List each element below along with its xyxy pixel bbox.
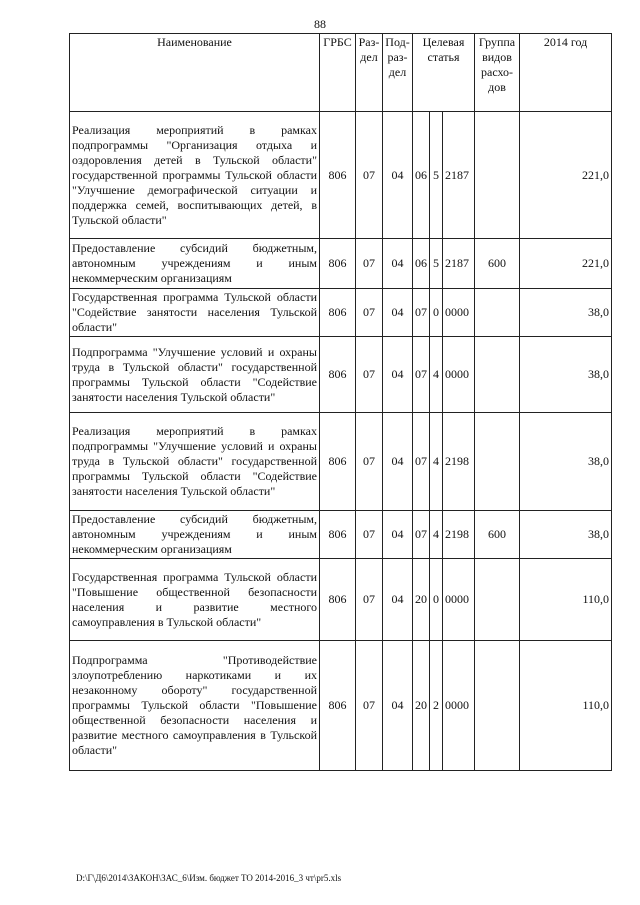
page-number: 88 (314, 17, 326, 31)
table-row (70, 413, 612, 511)
row-expense-group (475, 112, 520, 239)
row-name: Реализация мероприятий в рамках подпрограммы "Организация отдыха и оздоровления детей в Тульской области" государственной программы Тульской области "Улучшение демографической ситуации и поддержка семей, воспитывающих детей, в Тульской области" (70, 112, 320, 239)
footer-file-path: D:\Г\Д6\2014\ЗАКОН\ЗАС_6\Изм. бюджет ТО 2014-2016_3 чт\pr5.xls (76, 873, 342, 883)
row-target-direction: 0000 (443, 289, 475, 337)
row-section: 07 (356, 112, 383, 239)
row-grbs: 806 (320, 413, 356, 511)
header-grbs: ГРБС (320, 34, 356, 112)
row-amount: 110,0 (520, 559, 612, 641)
table-row (70, 289, 612, 337)
row-target-direction: 2187 (443, 112, 475, 239)
row-grbs: 806 (320, 641, 356, 771)
row-grbs: 806 (320, 511, 356, 559)
row-target-direction: 0000 (443, 337, 475, 413)
row-subsection: 04 (383, 641, 413, 771)
table-row (70, 511, 612, 559)
row-name: Реализация мероприятий в рамках подпрограммы "Улучшение условий и охраны труда в Тульской области" государственной программы Тульской области "Содействие занятости населения Тульской области" (70, 413, 320, 511)
header-year-2014: 2014 год (520, 34, 612, 112)
row-expense-group (475, 641, 520, 771)
row-grbs: 806 (320, 112, 356, 239)
row-target-program: 07 (413, 289, 430, 337)
row-name: Предоставление субсидий бюджетным, автономным учреждениям и иным некоммерческим организациям (70, 511, 320, 559)
row-target-subprogram: 4 (430, 511, 443, 559)
table-row (70, 641, 612, 771)
row-subsection: 04 (383, 559, 413, 641)
row-target-direction: 2198 (443, 413, 475, 511)
row-subsection: 04 (383, 337, 413, 413)
table-header (70, 34, 612, 112)
row-subsection: 04 (383, 112, 413, 239)
row-target-direction: 0000 (443, 559, 475, 641)
header-name: Наименование (70, 34, 320, 112)
row-expense-group (475, 337, 520, 413)
row-name: Предоставление субсидий бюджетным, автономным учреждениям и иным некоммерческим организациям (70, 239, 320, 289)
header-target-label: Целевая статья (422, 35, 465, 64)
row-expense-group (475, 413, 520, 511)
row-target-subprogram: 5 (430, 239, 443, 289)
row-amount: 221,0 (520, 239, 612, 289)
row-subsection: 04 (383, 289, 413, 337)
row-target-program: 06 (413, 239, 430, 289)
row-grbs: 806 (320, 239, 356, 289)
row-amount: 221,0 (520, 112, 612, 239)
row-grbs: 806 (320, 559, 356, 641)
row-target-subprogram: 2 (430, 641, 443, 771)
row-section: 07 (356, 337, 383, 413)
header-section (356, 34, 383, 112)
table-row (70, 112, 612, 239)
row-section: 07 (356, 559, 383, 641)
row-expense-group: 600 (475, 511, 520, 559)
row-section: 07 (356, 641, 383, 771)
header-expense-group (475, 34, 520, 112)
row-target-program: 06 (413, 112, 430, 239)
row-target-program: 20 (413, 559, 430, 641)
header-subsection-label: Под- раз- дел (385, 35, 410, 79)
table-row (70, 239, 612, 289)
row-target-subprogram: 0 (430, 289, 443, 337)
row-target-direction: 2198 (443, 511, 475, 559)
budget-table (69, 33, 612, 771)
header-group-label: Группа видов расхо- дов (478, 35, 516, 94)
row-name: Государственная программа Тульской области "Содействие занятости населения Тульской области" (70, 289, 320, 337)
row-target-program: 20 (413, 641, 430, 771)
row-target-direction: 2187 (443, 239, 475, 289)
row-expense-group (475, 289, 520, 337)
header-section-label: Раз- дел (358, 35, 380, 64)
row-expense-group: 600 (475, 239, 520, 289)
row-name: Подпрограмма "Противодействие злоупотреблению наркотиками и их незаконному обороту" государственной программы Тульской области "Повышение общественной безопасности населения и развитие местного самоуправления в Тульской области" (70, 641, 320, 771)
table-row (70, 559, 612, 641)
row-amount: 38,0 (520, 413, 612, 511)
row-section: 07 (356, 511, 383, 559)
row-amount: 110,0 (520, 641, 612, 771)
row-name: Подпрограмма "Улучшение условий и охраны труда в Тульской области" государственной программы Тульской области "Содействие занятости населения Тульской области" (70, 337, 320, 413)
row-target-program: 07 (413, 511, 430, 559)
row-subsection: 04 (383, 413, 413, 511)
row-section: 07 (356, 239, 383, 289)
row-amount: 38,0 (520, 511, 612, 559)
row-name: Государственная программа Тульской области "Повышение общественной безопасности населения и развитие местного самоуправления в Тульской области" (70, 559, 320, 641)
row-section: 07 (356, 289, 383, 337)
row-subsection: 04 (383, 239, 413, 289)
row-section: 07 (356, 413, 383, 511)
row-grbs: 806 (320, 337, 356, 413)
header-target-article (413, 34, 475, 112)
row-subsection: 04 (383, 511, 413, 559)
row-target-subprogram: 4 (430, 413, 443, 511)
table-row (70, 337, 612, 413)
row-amount: 38,0 (520, 337, 612, 413)
row-target-subprogram: 4 (430, 337, 443, 413)
row-grbs: 806 (320, 289, 356, 337)
row-target-program: 07 (413, 413, 430, 511)
row-target-subprogram: 5 (430, 112, 443, 239)
row-expense-group (475, 559, 520, 641)
table-body (70, 112, 612, 771)
row-amount: 38,0 (520, 289, 612, 337)
row-target-subprogram: 0 (430, 559, 443, 641)
header-subsection (383, 34, 413, 112)
row-target-direction: 0000 (443, 641, 475, 771)
row-target-program: 07 (413, 337, 430, 413)
